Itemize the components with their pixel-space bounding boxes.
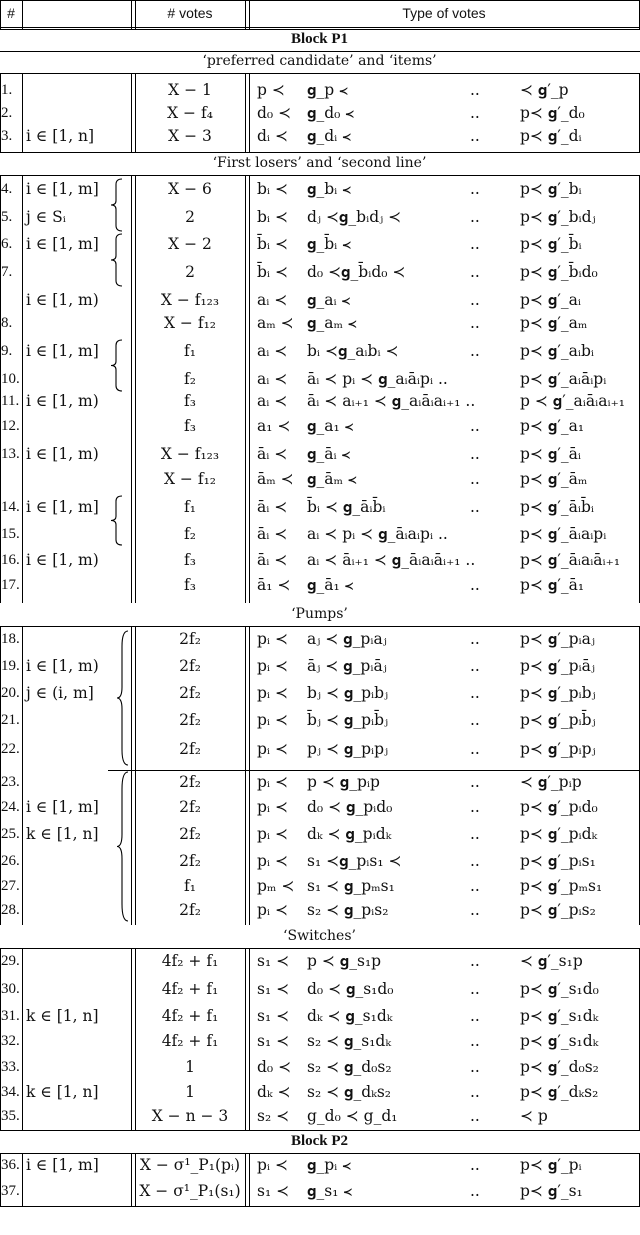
rule	[0, 626, 640, 627]
vote-middle: 𝐠_dᵢ ≺	[307, 127, 352, 145]
brace-icon	[116, 771, 130, 922]
vote-middle: 𝐠_aᵢ ≺	[307, 291, 351, 309]
vote-last: p ≺ 𝐠′_aᵢāᵢaᵢ₊₁	[520, 392, 625, 410]
vote-last: p≺ 𝐠′_aₘ	[520, 314, 588, 332]
rule	[0, 175, 640, 176]
vote-middle: p ≺ 𝐠_s₁p	[307, 952, 382, 970]
column-rule	[249, 948, 250, 1130]
vote-last: p≺ 𝐠′_pᵢd₀	[520, 798, 598, 816]
row-votes: 2f₂	[179, 740, 201, 758]
row-number: 14.	[1, 499, 20, 515]
row-votes: X − f₄	[167, 104, 213, 122]
row-number: 17.	[1, 577, 20, 593]
vote-middle: dₖ ≺ 𝐠_pᵢdₖ	[307, 825, 392, 843]
brace-icon	[110, 178, 124, 232]
row-votes: 4f₂ + f₁	[161, 1032, 219, 1050]
vote-last: p≺ 𝐠′_s₁dₖ	[520, 1032, 599, 1050]
vote-middle: 𝐠_a₁ ≺	[307, 417, 354, 435]
vote-middle: bⱼ ≺ 𝐠_pᵢbⱼ	[307, 684, 389, 702]
vote-middle: 𝐠_s₁ ≺	[307, 1182, 353, 1200]
vote-middle: 𝐠_p ≺	[307, 81, 349, 99]
vote-last: p≺ 𝐠′_pᵢb̄ⱼ	[520, 711, 596, 729]
vote-dots: ..	[470, 980, 480, 998]
vote-middle: s₂ ≺ 𝐠_pᵢs₂	[307, 901, 389, 919]
row-votes: 2f₂	[179, 711, 201, 729]
column-rule	[131, 948, 132, 1130]
column-rule	[131, 175, 132, 603]
row-votes: X − σ¹_P₁(pᵢ)	[139, 1156, 241, 1174]
row-votes: 2	[185, 263, 195, 281]
row-votes: f₁	[184, 342, 196, 360]
vote-last: p≺ 𝐠′_s₁d₀	[520, 980, 599, 998]
vote-middle: bᵢ ≺𝐠_aᵢbᵢ ≺	[307, 342, 399, 360]
row-votes: 2f₂	[179, 630, 201, 648]
vote-last: ≺ 𝐠′_p	[520, 81, 569, 99]
pumps-split-rule	[108, 770, 640, 771]
vote-middle: s₂ ≺ 𝐠_s₁dₖ	[307, 1032, 391, 1050]
brace-icon	[116, 630, 130, 766]
vote-last: p≺ 𝐠′_pₘs₁	[520, 877, 603, 895]
vote-last: p≺ 𝐠′_pᵢs₂	[520, 901, 596, 919]
vote-last: p≺ 𝐠′_a₁	[520, 417, 585, 435]
vote-first: pᵢ ≺	[257, 901, 288, 919]
row-condition: i ∈ [1, m)	[26, 657, 99, 675]
row-number: 4.	[1, 181, 13, 197]
vote-middle: s₂ ≺ 𝐠_dₖs₂	[307, 1083, 391, 1101]
vote-middle: 𝐠_b̄ᵢ ≺	[307, 235, 352, 253]
vote-first: d₀ ≺	[257, 1058, 292, 1076]
vote-first: pᵢ ≺	[257, 657, 288, 675]
vote-first: dₖ ≺	[257, 1083, 291, 1101]
column-rule	[0, 0, 1, 29]
section-losers-title: ‘First losers’ and ‘second line’	[212, 155, 427, 171]
column-rule	[22, 175, 23, 603]
row-number: 13.	[1, 446, 20, 462]
row-condition: i ∈ [1, m]	[26, 798, 99, 816]
row-votes: X − n − 3	[151, 1107, 229, 1125]
top-rule	[0, 0, 640, 1]
row-votes: 2f₂	[179, 657, 201, 675]
vote-last: p≺ 𝐠′_āᵢ	[520, 445, 581, 463]
row-number: 6.	[1, 236, 13, 252]
brace-icon	[110, 339, 124, 392]
row-number: 32.	[1, 1033, 20, 1049]
row-number: 3.	[1, 128, 13, 144]
vote-middle: s₂ ≺ 𝐠_d₀s₂	[307, 1058, 392, 1076]
vote-first: s₂ ≺	[257, 1107, 290, 1125]
vote-middle: āᵢ ≺ aᵢ₊₁ ≺ 𝐠_aᵢāᵢaᵢ₊₁ ..	[307, 392, 476, 410]
row-number: 7.	[1, 264, 13, 280]
row-number: 22.	[1, 741, 20, 757]
row-votes: 2f₂	[179, 852, 201, 870]
vote-middle: aᵢ ≺ pᵢ ≺ 𝐠_āᵢaᵢpᵢ ..	[307, 525, 448, 543]
vote-first: s₁ ≺	[257, 1032, 290, 1050]
vote-first: āᵢ ≺	[257, 551, 288, 569]
rule	[0, 51, 640, 52]
vote-last: p≺ 𝐠′_pᵢpⱼ	[520, 740, 596, 758]
block-p1-title: Block P1	[290, 31, 349, 47]
column-rule	[22, 0, 23, 29]
column-rule	[22, 626, 23, 925]
vote-first: b̄ᵢ ≺	[257, 263, 288, 281]
vote-last: p≺ 𝐠′_pᵢdₖ	[520, 825, 598, 843]
row-condition: i ∈ [1, m)	[26, 291, 99, 309]
vote-last: p≺ 𝐠′_pᵢ	[520, 1156, 582, 1174]
vote-last: p≺ 𝐠′_pᵢs₁	[520, 852, 596, 870]
vote-middle: d₀ ≺ 𝐠_pᵢd₀	[307, 798, 393, 816]
vote-dots: ..	[470, 208, 480, 226]
row-votes: X − 2	[168, 235, 212, 253]
row-votes: 2f₂	[179, 798, 201, 816]
row-votes: 1	[185, 1058, 195, 1076]
vote-last: p≺ 𝐠′_s₁dₖ	[520, 1007, 599, 1025]
rule	[0, 948, 640, 949]
vote-dots: ..	[470, 314, 480, 332]
vote-first: āₘ ≺	[257, 470, 294, 488]
vote-dots: ..	[470, 576, 480, 594]
row-number: 1.	[1, 82, 13, 98]
rule	[0, 1153, 640, 1154]
column-rule	[22, 1153, 23, 1206]
vote-first: d₀ ≺	[257, 104, 292, 122]
vote-first: s₁ ≺	[257, 980, 290, 998]
vote-middle: s₁ ≺𝐠_pᵢs₁ ≺	[307, 852, 402, 870]
row-votes: 2f₂	[179, 684, 201, 702]
row-number: 5.	[1, 209, 13, 225]
vote-dots: ..	[470, 684, 480, 702]
row-condition: i ∈ [1, m]	[26, 235, 99, 253]
vote-dots: ..	[470, 901, 480, 919]
row-condition: i ∈ [1, m]	[26, 1156, 99, 1174]
column-rule	[249, 73, 250, 152]
rule	[0, 29, 640, 30]
vote-first: aᵢ ≺	[257, 392, 288, 410]
vote-last: p≺ 𝐠′_d₀s₂	[520, 1058, 599, 1076]
row-votes: X − f₁₂₃	[160, 291, 220, 309]
vote-middle: 𝐠_aₘ ≺	[307, 314, 357, 332]
vote-first: āᵢ ≺	[257, 525, 288, 543]
row-votes: f₃	[184, 551, 196, 569]
vote-first: āᵢ ≺	[257, 498, 288, 516]
rule	[0, 1130, 640, 1131]
vote-first: bᵢ ≺	[257, 208, 288, 226]
vote-dots: ..	[470, 498, 480, 516]
column-rule	[245, 73, 246, 152]
vote-middle: āᵢ ≺ pᵢ ≺ 𝐠_aᵢāᵢpᵢ ..	[307, 370, 448, 388]
row-number: 31.	[1, 1008, 20, 1024]
row-votes: 4f₂ + f₁	[161, 980, 219, 998]
column-rule	[245, 626, 246, 925]
row-votes: X − 3	[168, 127, 212, 145]
vote-dots: ..	[470, 852, 480, 870]
section-switches-title: ‘Switches’	[283, 928, 356, 944]
vote-last: p≺ 𝐠′_aᵢāᵢpᵢ	[520, 370, 607, 388]
vote-first: pᵢ ≺	[257, 852, 288, 870]
vote-last: p≺ 𝐠′_āᵢaᵢpᵢ	[520, 525, 607, 543]
row-condition: i ∈ [1, m)	[26, 392, 99, 410]
vote-middle: 𝐠_bᵢ ≺	[307, 180, 352, 198]
vote-last: p≺ 𝐠′_āₘ	[520, 470, 588, 488]
vote-last: ≺ 𝐠′_s₁p	[520, 952, 583, 970]
vote-dots: ..	[470, 1058, 480, 1076]
row-condition: i ∈ [1, m]	[26, 498, 99, 516]
row-votes: f₂	[184, 525, 196, 543]
row-number: 19.	[1, 658, 20, 674]
row-number: 37.	[1, 1183, 20, 1199]
vote-dots: ..	[470, 952, 480, 970]
vote-first: a₁ ≺	[257, 417, 291, 435]
vote-dots: ..	[470, 1007, 480, 1025]
row-votes: X − 1	[168, 81, 212, 99]
vote-last: p≺ 𝐠′_pᵢaⱼ	[520, 630, 595, 648]
vote-first: ā₁ ≺	[257, 576, 291, 594]
vote-dots: ..	[470, 630, 480, 648]
column-rule	[245, 175, 246, 603]
vote-first: pᵢ ≺	[257, 825, 288, 843]
row-votes: f₃	[184, 392, 196, 410]
row-number: 9.	[1, 343, 13, 359]
column-rule	[249, 626, 250, 925]
vote-first: pᵢ ≺	[257, 684, 288, 702]
vote-first: p ≺	[257, 81, 285, 99]
vote-last: p≺ 𝐠′_b̄ᵢ	[520, 235, 582, 253]
vote-dots: ..	[470, 180, 480, 198]
section-pumps-title: ‘Pumps’	[291, 606, 348, 622]
vote-last: p≺ 𝐠′_aᵢ	[520, 291, 581, 309]
vote-last: p≺ 𝐠′_pᵢāⱼ	[520, 657, 595, 675]
vote-middle: p ≺ 𝐠_pᵢp	[307, 773, 380, 791]
vote-last: p≺ 𝐠′_pᵢbⱼ	[520, 684, 596, 702]
row-number: 18.	[1, 631, 20, 647]
vote-last: p≺ 𝐠′_aᵢbᵢ	[520, 342, 594, 360]
vote-dots: ..	[470, 877, 480, 895]
column-rule	[135, 0, 136, 29]
vote-last: p≺ 𝐠′_āᵢb̄ᵢ	[520, 498, 594, 516]
vote-last: ≺ p	[520, 1107, 548, 1125]
row-condition: i ∈ [1, m)	[26, 551, 99, 569]
vote-dots: ..	[470, 1156, 480, 1174]
brace-icon	[110, 495, 124, 546]
vote-middle: b̄ᵢ ≺ 𝐠_āᵢb̄ᵢ	[307, 498, 386, 516]
row-number: 20.	[1, 685, 20, 701]
vote-first: pᵢ ≺	[257, 773, 288, 791]
row-condition: i ∈ [1, m]	[26, 342, 99, 360]
row-condition: j ∈ Sᵢ	[26, 208, 66, 226]
vote-first: pᵢ ≺	[257, 711, 288, 729]
column-rule	[245, 0, 246, 29]
vote-first: āᵢ ≺	[257, 445, 288, 463]
row-votes: X − f₁₂₃	[160, 445, 220, 463]
vote-middle: dₖ ≺ 𝐠_s₁dₖ	[307, 1007, 393, 1025]
vote-middle: d₀ ≺𝐠_b̄ᵢd₀ ≺	[307, 263, 406, 281]
row-number: 27.	[1, 878, 20, 894]
vote-last: p≺ 𝐠′_ā₁	[520, 576, 585, 594]
vote-first: pₘ ≺	[257, 877, 295, 895]
vote-dots: ..	[470, 342, 480, 360]
row-condition: j ∈ (i, m]	[26, 684, 94, 702]
bottom-rule	[0, 1206, 640, 1207]
vote-first: pᵢ ≺	[257, 740, 288, 758]
vote-last: p≺ 𝐠′_dᵢ	[520, 127, 582, 145]
header-num: #	[7, 5, 15, 21]
brace-icon	[110, 233, 124, 287]
row-number: 23.	[1, 774, 20, 790]
vote-first: s₁ ≺	[257, 1182, 290, 1200]
vote-dots: ..	[470, 104, 480, 122]
row-votes: 2f₂	[179, 825, 201, 843]
column-rule	[131, 1153, 132, 1206]
vote-middle: s₁ ≺ 𝐠_pₘs₁	[307, 877, 395, 895]
vote-last: p≺ 𝐠′_āᵢaᵢāᵢ₊₁	[520, 551, 621, 569]
row-votes: X − f₁₂	[163, 314, 217, 332]
vote-last: p≺ 𝐠′_dₖs₂	[520, 1083, 599, 1101]
vote-dots: ..	[470, 740, 480, 758]
row-votes: 1	[185, 1083, 195, 1101]
vote-middle: aⱼ ≺ 𝐠_pᵢaⱼ	[307, 630, 387, 648]
row-number: 21.	[1, 712, 20, 728]
vote-first: aᵢ ≺	[257, 291, 288, 309]
vote-first: s₁ ≺	[257, 1007, 290, 1025]
vote-middle: d₀ ≺ 𝐠_s₁d₀	[307, 980, 394, 998]
vote-middle: 𝐠_āₘ ≺	[307, 470, 357, 488]
vote-last: ≺ 𝐠′_pᵢp	[520, 773, 582, 791]
row-number: 30.	[1, 981, 20, 997]
vote-dots: ..	[470, 235, 480, 253]
vote-dots: ..	[470, 1083, 480, 1101]
vote-middle: pⱼ ≺ 𝐠_pᵢpⱼ	[307, 740, 389, 758]
vote-last: p≺ 𝐠′_b̄ᵢd₀	[520, 263, 598, 281]
row-votes: f₃	[184, 576, 196, 594]
row-votes: f₁	[184, 877, 196, 895]
vote-middle: 𝐠_pᵢ ≺	[307, 1156, 352, 1174]
row-condition: k ∈ [1, n]	[26, 1083, 99, 1101]
vote-first: dᵢ ≺	[257, 127, 288, 145]
column-rule	[131, 0, 132, 29]
vote-last: p≺ 𝐠′_bᵢ	[520, 180, 582, 198]
vote-dots: ..	[470, 1182, 480, 1200]
vote-first: s₁ ≺	[257, 952, 290, 970]
vote-dots: ..	[470, 711, 480, 729]
row-votes: 4f₂ + f₁	[161, 1007, 219, 1025]
row-condition: k ∈ [1, n]	[26, 1007, 99, 1025]
vote-dots: ..	[470, 445, 480, 463]
row-votes: f₂	[184, 370, 196, 388]
rule	[0, 27, 640, 28]
row-votes: 4f₂ + f₁	[161, 952, 219, 970]
vote-first: bᵢ ≺	[257, 180, 288, 198]
row-votes: X − σ¹_P₁(s₁)	[139, 1182, 241, 1200]
vote-middle: g_d₀ ≺ g_d₁	[307, 1107, 398, 1125]
row-votes: f₃	[184, 417, 196, 435]
vote-first: aᵢ ≺	[257, 370, 288, 388]
vote-middle: 𝐠_d₀ ≺	[307, 104, 355, 122]
header-type: Type of votes	[402, 5, 486, 21]
vote-first: b̄ᵢ ≺	[257, 235, 288, 253]
row-number: 34.	[1, 1084, 20, 1100]
row-votes: X − 6	[168, 180, 212, 198]
vote-dots: ..	[470, 291, 480, 309]
row-number: 15.	[1, 526, 20, 542]
row-votes: 2f₂	[179, 901, 201, 919]
row-votes: X − f₁₂	[163, 470, 217, 488]
row-number: 26.	[1, 853, 20, 869]
vote-last: p≺ 𝐠′_d₀	[520, 104, 585, 122]
vote-middle: āⱼ ≺ 𝐠_pᵢāⱼ	[307, 657, 387, 675]
section-preferred-title: ‘preferred candidate’ and ‘items’	[202, 53, 437, 69]
row-votes: f₁	[184, 498, 196, 516]
row-condition: k ∈ [1, n]	[26, 825, 99, 843]
column-rule	[22, 73, 23, 152]
row-number: 12.	[1, 418, 20, 434]
column-rule	[249, 0, 250, 29]
row-number: 8.	[1, 315, 13, 331]
vote-dots: ..	[470, 470, 480, 488]
column-rule	[245, 1153, 246, 1206]
block-p2-title: Block P2	[290, 1133, 349, 1149]
header-votes: # votes	[167, 5, 213, 21]
row-number: 2.	[1, 105, 13, 121]
row-number: 33.	[1, 1059, 20, 1075]
vote-dots: ..	[470, 825, 480, 843]
row-number: 29.	[1, 953, 20, 969]
vote-first: pᵢ ≺	[257, 798, 288, 816]
vote-first: pᵢ ≺	[257, 630, 288, 648]
vote-first: aₘ ≺	[257, 314, 294, 332]
vote-dots: ..	[470, 1032, 480, 1050]
row-votes: 2f₂	[179, 773, 201, 791]
row-number: 28.	[1, 902, 20, 918]
vote-first: aᵢ ≺	[257, 342, 288, 360]
vote-dots: ..	[470, 81, 480, 99]
row-number: 24.	[1, 799, 20, 815]
row-votes: 2	[185, 208, 195, 226]
row-number: 25.	[1, 826, 20, 842]
vote-middle: aᵢ ≺ āᵢ₊₁ ≺ 𝐠_āᵢaᵢāᵢ₊₁ ..	[307, 551, 476, 569]
vote-dots: ..	[470, 417, 480, 435]
rule	[0, 73, 640, 74]
vote-last: p≺ 𝐠′_s₁	[520, 1182, 583, 1200]
vote-dots: ..	[470, 773, 480, 791]
row-condition: i ∈ [1, m)	[26, 445, 99, 463]
row-condition: i ∈ [1, n]	[26, 127, 95, 145]
vote-middle: 𝐠_ā₁ ≺	[307, 576, 354, 594]
vote-dots: ..	[470, 127, 480, 145]
row-number: 11.	[1, 393, 20, 409]
column-rule	[245, 948, 246, 1130]
row-number: 36.	[1, 1157, 20, 1173]
vote-last: p≺ 𝐠′_bᵢdⱼ	[520, 208, 596, 226]
vote-middle: dⱼ ≺𝐠_bᵢdⱼ ≺	[307, 208, 402, 226]
row-number: 10.	[1, 371, 20, 387]
vote-middle: 𝐠_āᵢ ≺	[307, 445, 351, 463]
vote-dots: ..	[470, 657, 480, 675]
column-rule	[131, 626, 132, 925]
vote-middle: b̄ⱼ ≺ 𝐠_pᵢb̄ⱼ	[307, 711, 389, 729]
column-rule	[131, 73, 132, 152]
vote-first: pᵢ ≺	[257, 1156, 288, 1174]
column-rule	[249, 175, 250, 603]
rule	[0, 152, 640, 153]
row-number: 35.	[1, 1108, 20, 1124]
vote-dots: ..	[470, 798, 480, 816]
column-rule	[249, 1153, 250, 1206]
vote-dots: ..	[470, 263, 480, 281]
row-condition: i ∈ [1, m]	[26, 180, 99, 198]
vote-dots: ..	[470, 1107, 480, 1125]
column-rule	[22, 948, 23, 1130]
row-number: 16.	[1, 552, 20, 568]
